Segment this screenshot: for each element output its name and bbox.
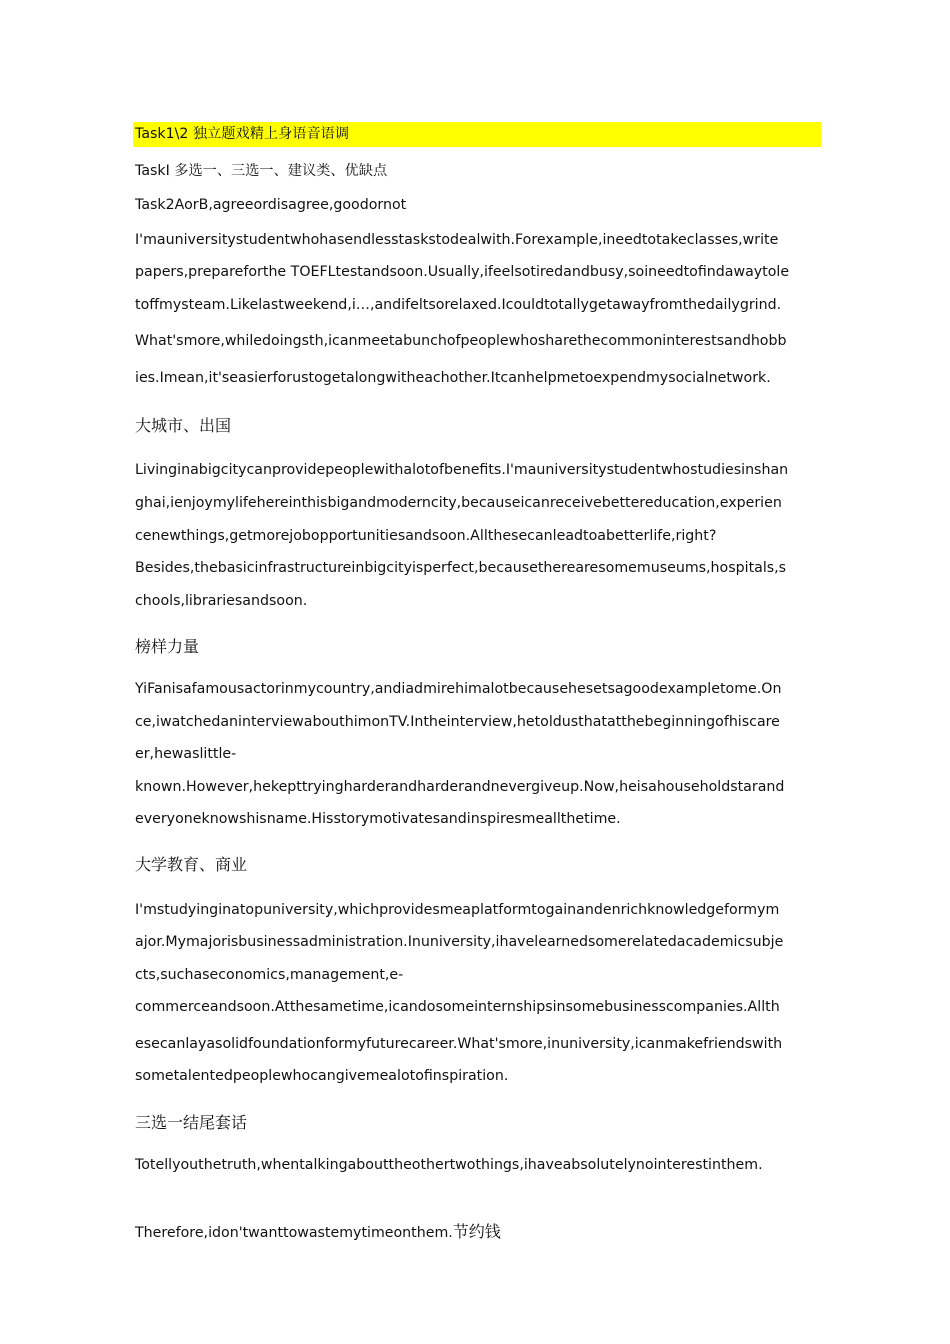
para1-line: ies.Imean,it'seasierforustogetalongwitheachother.Itcanhelpmetoexpendmysocialnetwork. — [135, 370, 771, 386]
para3-line: YiFanisafamousactorinmycountry,andiadmirehimalotbecausehesetsagoodexampletome.On — [135, 681, 782, 697]
para1-line: What'smore,whiledoingsth,icanmeetabunchofpeoplewhosharethecommoninterestsandhobb — [135, 333, 787, 349]
para1-line: toffmysteam.Likelastweekend,i…,andifeltsorelaxed.Icouldtotallygetawayfromthedailygrind. — [135, 297, 782, 313]
document-heading: Task1\2 独立题戏精上身语音语调 — [135, 126, 350, 142]
para4-line: commerceandsoon.Atthesametime,icandosomeinternshipsinsomebusinesscompanies.Allth — [135, 999, 780, 1015]
section-title-role-model: 榜样力量 — [135, 637, 200, 656]
para4-line: I'mstudyinginatopuniversity,whichprovidesmeaplatformtogainandenrichknowledgeformym — [135, 902, 780, 918]
para4-line: ajor.Mymajorisbusinessadministration.Inuniversity,ihavelearnedsomerelatedacademicsubje — [135, 934, 784, 950]
section-title-big-city: 大城市、出国 — [135, 416, 232, 435]
para2-line: cenewthings,getmorejobopportunitiesandsoon.Allthesecanleadtoabetterlife,right? — [135, 528, 717, 544]
para4-line: esecanlayasolidfoundationformyfuturecareer.What'smore,inuniversity,icanmakefriendswith — [135, 1036, 783, 1052]
para1-line: papers,prepareforthe TOEFLtestandsoon.Usually,ifeelsotiredandbusy,soineedtofindawaytole — [135, 264, 790, 280]
para3-line: everyoneknowshisname.Hisstorymotivatesandinspiresmeallthetime. — [135, 811, 621, 827]
section-title-university: 大学教育、商业 — [135, 855, 248, 874]
para2-line: chools,librariesandsoon. — [135, 593, 308, 609]
para3-line: known.However,hekepttryingharderandharderandnevergiveup.Now,heisahouseholdstarand — [135, 779, 785, 795]
para4-line: cts,suchaseconomics,management,e- — [135, 967, 404, 983]
para3-line: ce,iwatchedaninterviewabouthimonTV.Intheinterview,hetoldusthatatthebeginningofhiscare — [135, 714, 780, 730]
para2-line: Livinginabigcitycanprovidepeoplewithalotofbenefits.I'mauniversitystudentwhostudiesinshan — [135, 462, 789, 478]
para4-line: sometalentedpeoplewhocangivemealotofinspiration. — [135, 1068, 509, 1084]
final-line-chinese: 节约钱 — [452, 1222, 501, 1241]
para1-line: I'mauniversitystudentwhohasendlesstaskstodealwith.Forexample,ineedtotakeclasses,write — [135, 232, 779, 248]
final-line-english: Therefore,idon'twanttowastemytimeonthem. — [135, 1225, 453, 1241]
para3-line: er,hewaslittle- — [135, 746, 237, 762]
final-line — [135, 1222, 501, 1243]
intro-line-2: Task2AorB,agreeordisagree,goodornot — [135, 197, 407, 213]
para2-line: Besides,thebasicinfrastructureinbigcityisperfect,becausetherearesomemuseums,hospitals,s — [135, 560, 787, 576]
para2-line: ghai,ienjoymylifehereinthisbigandmoderncity,becauseicanreceivebettereducation,experien — [135, 495, 782, 511]
section-title-closing: 三选一结尾套话 — [135, 1113, 248, 1132]
para5-line: Totellyouthetruth,whentalkingabouttheothertwothings,ihaveabsolutelynointerestinthem. — [135, 1157, 763, 1173]
intro-line-1: TaskI 多选一、三选一、建议类、优缺点 — [135, 163, 388, 179]
